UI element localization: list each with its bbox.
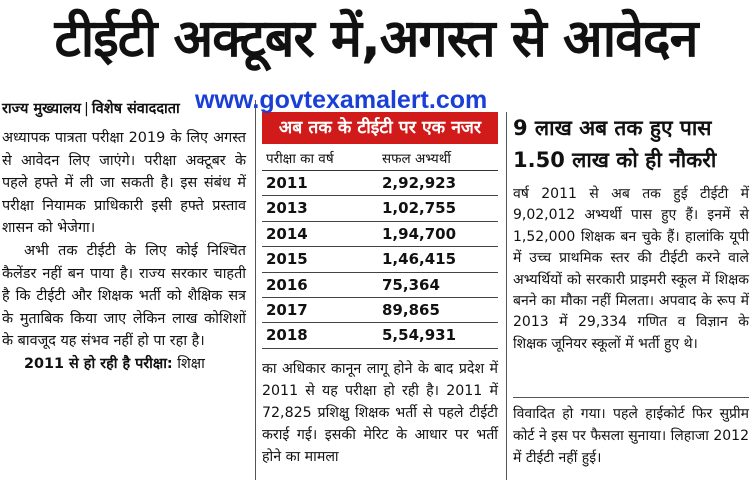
table-row [262, 196, 498, 221]
left-subhead: 2011 से हो रही है परीक्षा: [24, 355, 173, 372]
row-year: 2013 [266, 199, 308, 218]
row-count: 2,92,923 [382, 174, 457, 192]
right-continuation-text: विवादित हो गया। पहले हाईकोर्ट फिर सुप्रीम कोर्ट ने इस पर फैसला सुनाया। लिहाजा 2012 में टीईटी नहीं हुई। [513, 406, 749, 466]
row-year: 2018 [266, 326, 308, 345]
column-divider-left [255, 100, 256, 480]
right-divider [513, 397, 749, 398]
left-para-1: अध्यापक पात्रता परीक्षा 2019 के लिए अगस्त से आवेदन लिए जाएंगे। परीक्षा अक्टूबर के पहले हफ्ते में ली जा सकती है। इस संबंध में परीक्षा नियामक प्राधिकारी इसी हफ्ते प्रस्ताव शासन को भेजेगा। [2, 130, 246, 237]
table-row [262, 247, 498, 272]
sidebar-heading-line-2: 1.50 लाख को ही नौकरी [513, 148, 717, 172]
row-year: 2015 [266, 250, 308, 269]
table-row [262, 273, 498, 298]
watermark: www.govtexamalert.com [195, 86, 488, 114]
byline [2, 98, 180, 118]
bureau-label: राज्य मुख्यालय [2, 101, 81, 117]
middle-column [262, 358, 498, 468]
row-year: 2016 [266, 275, 308, 294]
right-column [513, 184, 749, 355]
table-title: अब तक के टीईटी पर एक नजर [262, 112, 498, 144]
right-continuation [513, 403, 749, 469]
right-body: वर्ष 2011 से अब तक हुई टीईटी में 9,02,012 अभ्यर्थी पास हुए हैं। इनमें से 1,52,000 शिक्षक बन चुके हैं। हालांकि यूपी में उच्च प्राथमिक स्तर की टीईटी करने वाले अभ्यर्थियों को सरकारी प्राइमरी स्कूल में शिक्षक बनने का मौका नहीं मिलता। अपवाद के रूप में 2013 में 29,334 गणित व विज्ञान के शिक्षक जूनियर स्कूलों में भर्ती हुए थे। [513, 186, 749, 352]
sidebar-heading-line-1: 9 लाख अब तक हुए पास [513, 116, 712, 140]
column-divider-right [506, 112, 507, 480]
row-year: 2017 [266, 300, 308, 319]
middle-text: का अधिकार कानून लागू होने के बाद प्रदेश में 2011 से यह परीक्षा हो रही है। 2011 में 72,825 प्रशिक्षु शिक्षक भर्ती से पहले टीईटी कराई गई। इसकी मेरिट के आधार पर भर्ती होने का मामला [262, 361, 498, 465]
row-count: 1,02,755 [382, 199, 457, 218]
table-row [262, 171, 498, 196]
left-column [2, 127, 246, 376]
left-subhead-line [2, 353, 246, 376]
table-row [262, 298, 498, 323]
row-count: 75,364 [382, 275, 440, 294]
left-para-2: अभी तक टीईटी के लिए कोई निश्चित कैलेंडर नहीं बन पाया है। राज्य सरकार चाहती है कि टीईटी और शिक्षक भर्ती को शैक्षिक सत्र के मुताबिक किया जाए लेकिन लाख कोशिशों के बावजूद यह संभव नहीं हो पा रहा है। [2, 242, 246, 350]
sidebar-heading [513, 112, 749, 176]
row-count: 1,46,415 [382, 250, 457, 269]
headline: टीईटी अक्टूबर में,अगस्त से आवेदन [54, 9, 698, 69]
byline-separator: | [84, 101, 89, 117]
header-year: परीक्षा का वर्ष [266, 151, 334, 167]
table-row [262, 222, 498, 247]
row-year: 2014 [266, 224, 308, 243]
stats-table [262, 148, 498, 349]
correspondent-label: विशेष संवाददाता [91, 101, 180, 117]
table-header [262, 148, 498, 171]
table-row [262, 323, 498, 348]
left-subhead-tail: शिक्षा [172, 355, 205, 372]
row-count: 89,865 [382, 300, 440, 319]
row-count: 1,94,700 [382, 224, 457, 243]
row-year: 2011 [266, 174, 308, 192]
row-count: 5,54,931 [382, 326, 457, 345]
header-successful: सफल अभ्यर्थी [382, 151, 451, 167]
